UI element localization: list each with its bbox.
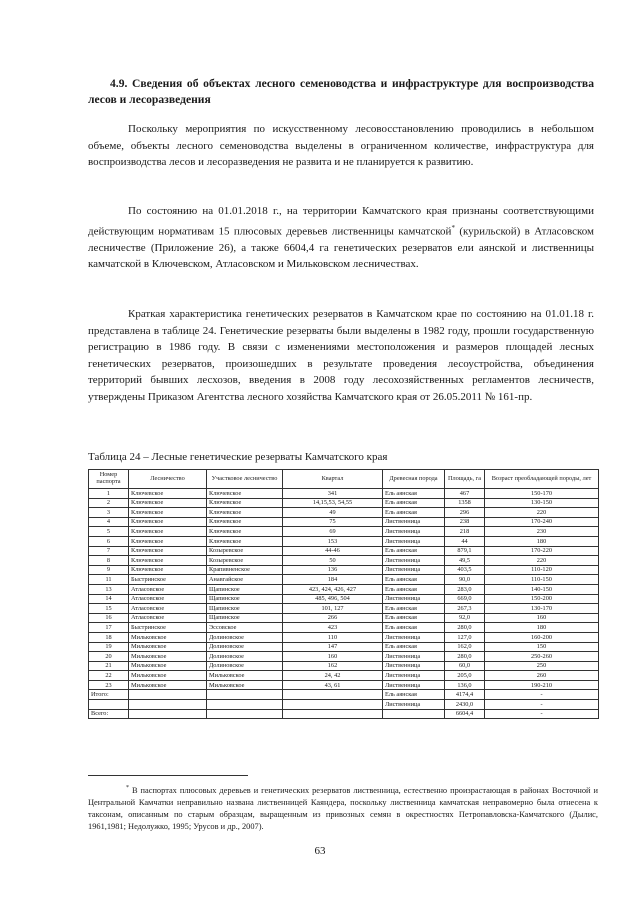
cell-passport: 18 xyxy=(89,632,129,642)
cell-forestry: Мильковское xyxy=(129,680,207,690)
cell-district: Ключевское xyxy=(207,527,283,537)
cell-passport: 1 xyxy=(89,489,129,499)
cell-area: 136,0 xyxy=(445,680,485,690)
footnote-divider xyxy=(88,775,248,776)
cell-district: Крапивненское xyxy=(207,565,283,575)
empty-cell xyxy=(283,700,383,710)
footnote-text: В паспортах плюсовых деревьев и генетических резерватов лиственница, естественно произрастающая в районах Восточной и Центральной Камчатки неправильно названа лиственницей Каяндера, поскольку лиственница камчатская неправомерно была отнесена к таксонам, описанным по старым образцам, выращенным из привозных семян в окрестностях Петропавловска-Камчатского (Дылис, 1961,1981; Недолужко, 1995; Урусов и др., 2007). xyxy=(88,785,598,831)
grand-total-age: - xyxy=(485,709,599,719)
table-row xyxy=(89,642,599,652)
table-caption: Таблица 24 – Лесные генетические резерваты Камчатского края xyxy=(88,451,388,463)
paragraph-1: Поскольку мероприятия по искусственному лесовосстановлению проводились в небольшом объеме, объекты лесного семеноводства выделены в ограниченном количестве, инфраструктура для воспроизводства лесов и лесоразведения не развита и не планируется к развитию. xyxy=(88,123,594,169)
table-row xyxy=(89,604,599,614)
table-row xyxy=(89,536,599,546)
genetic-reserves-table xyxy=(88,469,599,719)
cell-area: 669,0 xyxy=(445,594,485,604)
header-district: Участковое лесничество xyxy=(207,470,283,489)
cell-quarter: 162 xyxy=(283,661,383,671)
cell-district: Долиновское xyxy=(207,642,283,652)
cell-species: Ель аянская xyxy=(383,642,445,652)
cell-species: Лиственница xyxy=(383,652,445,662)
cell-forestry: Ключевское xyxy=(129,565,207,575)
empty-cell xyxy=(207,700,283,710)
cell-forestry: Мильковское xyxy=(129,642,207,652)
cell-age: 150-170 xyxy=(485,489,599,499)
cell-age: 130-170 xyxy=(485,604,599,614)
header-forestry: Лесничество xyxy=(129,470,207,489)
cell-age: 190-210 xyxy=(485,680,599,690)
cell-species: Лиственница xyxy=(383,527,445,537)
paragraph-2-text-b: (курильской) в Атласовском лесничестве (Приложение 26), а также 6604,4 га генетических резерватов ели аянской и лиственницы камчатской в Ключевском, Атласовском и Мильковском лесничествах. xyxy=(88,225,595,271)
cell-age: - xyxy=(485,690,599,700)
header-area: Площадь, га xyxy=(445,470,485,489)
table-row xyxy=(89,613,599,623)
cell-quarter: 24, 42 xyxy=(283,671,383,681)
cell-quarter: 184 xyxy=(283,575,383,585)
cell-age: 180 xyxy=(485,623,599,633)
cell-species: Лиственница xyxy=(383,536,445,546)
cell-passport: 13 xyxy=(89,584,129,594)
cell-area: 90,0 xyxy=(445,575,485,585)
cell-age: 140-150 xyxy=(485,584,599,594)
grand-total-row xyxy=(89,709,599,719)
cell-passport: 9 xyxy=(89,565,129,575)
table-row xyxy=(89,680,599,690)
cell-forestry: Ключевское xyxy=(129,536,207,546)
cell-quarter: 147 xyxy=(283,642,383,652)
table-row xyxy=(89,575,599,585)
cell-quarter: 75 xyxy=(283,517,383,527)
table-row xyxy=(89,546,599,556)
cell-species: Лиственница xyxy=(383,680,445,690)
cell-district: Анавгайское xyxy=(207,575,283,585)
cell-forestry: Быстринское xyxy=(129,623,207,633)
cell-age: 170-220 xyxy=(485,546,599,556)
cell-forestry: Ключевское xyxy=(129,508,207,518)
cell-species: Ель аянская xyxy=(383,623,445,633)
cell-quarter: 69 xyxy=(283,527,383,537)
cell-age: 220 xyxy=(485,508,599,518)
cell-forestry: Атласовское xyxy=(129,604,207,614)
footnote-marker: * xyxy=(126,785,129,791)
empty-cell xyxy=(129,690,207,700)
cell-age: 220 xyxy=(485,556,599,566)
cell-age: 160 xyxy=(485,613,599,623)
cell-forestry: Атласовское xyxy=(129,584,207,594)
cell-age: 260 xyxy=(485,671,599,681)
cell-species: Лиственница xyxy=(383,556,445,566)
cell-quarter: 136 xyxy=(283,565,383,575)
cell-area: 467 xyxy=(445,489,485,499)
cell-passport: 5 xyxy=(89,527,129,537)
cell-forestry: Мильковское xyxy=(129,652,207,662)
cell-species: Ель аянская xyxy=(383,498,445,508)
cell-area: 4174,4 xyxy=(445,690,485,700)
paragraph-2-text-a: По состоянию на 01.01.2018 г., на территории Камчатского края признаны соответствующими действующим нормативам 15 плюсовых деревьев лиственницы камчатской xyxy=(88,205,594,238)
cell-passport: 19 xyxy=(89,642,129,652)
cell-district: Ключевское xyxy=(207,508,283,518)
cell-age: 160-200 xyxy=(485,632,599,642)
empty-cell xyxy=(283,690,383,700)
cell-species: Лиственница xyxy=(383,565,445,575)
paragraph-2 xyxy=(88,203,594,273)
cell-species: Ель аянская xyxy=(383,489,445,499)
cell-passport: 3 xyxy=(89,508,129,518)
empty-cell xyxy=(207,690,283,700)
cell-passport: 17 xyxy=(89,623,129,633)
cell-species: Ель аянская xyxy=(383,575,445,585)
cell-species: Лиственница xyxy=(383,661,445,671)
empty-cell xyxy=(129,700,207,710)
paragraph-3: Краткая характеристика генетических резерватов в Камчатском крае по состоянию на 01.01.18 г. представлена в таблице 24. Генетические резерваты были выделены в 1982 году, прошли государственную регистрацию в 1986 году. В связи с изменениями местоположения и размеров площадей лесных генетических резерватов, произошедших в результате проведения лесоустройства, объединения территорий бывших лесхозов, введения в 2008 году лесохозяйственных регламентов лесничеств, утверждены Приказом Агентства лесного хозяйства Камчатского края от 26.05.2011 № 161-пр. xyxy=(88,308,594,403)
cell-age: 150-200 xyxy=(485,594,599,604)
cell-species: Лиственница xyxy=(383,632,445,642)
cell-passport: 14 xyxy=(89,594,129,604)
cell-age: 180 xyxy=(485,536,599,546)
header-passport: Номер паспорта xyxy=(89,470,129,489)
cell-forestry: Быстринское xyxy=(129,575,207,585)
cell-quarter: 110 xyxy=(283,632,383,642)
footnote-reference: * xyxy=(451,223,455,232)
cell-district: Долиновское xyxy=(207,652,283,662)
grand-total-label: Всего: xyxy=(89,709,129,719)
totals-row xyxy=(89,690,599,700)
totals-label: Итого: xyxy=(89,690,129,700)
cell-area: 162,0 xyxy=(445,642,485,652)
cell-species: Ель аянская xyxy=(383,546,445,556)
header-age: Возраст преобладающей породы, лет xyxy=(485,470,599,489)
cell-quarter: 423, 424, 426, 427 xyxy=(283,584,383,594)
cell-passport: 7 xyxy=(89,546,129,556)
cell-passport: 6 xyxy=(89,536,129,546)
cell-area: 283,0 xyxy=(445,584,485,594)
table-row xyxy=(89,594,599,604)
cell-area: 267,3 xyxy=(445,604,485,614)
cell-district: Козыревское xyxy=(207,556,283,566)
cell-passport: 15 xyxy=(89,604,129,614)
cell-area: 49,5 xyxy=(445,556,485,566)
cell-district: Долиновское xyxy=(207,661,283,671)
cell-quarter: 266 xyxy=(283,613,383,623)
cell-age: 250-260 xyxy=(485,652,599,662)
cell-quarter: 49 xyxy=(283,508,383,518)
cell-district: Эссовское xyxy=(207,623,283,633)
empty-cell xyxy=(207,709,283,719)
cell-quarter: 14,15,53, 54,55 xyxy=(283,498,383,508)
cell-passport: 22 xyxy=(89,671,129,681)
cell-area: 2430,0 xyxy=(445,700,485,710)
cell-forestry: Мильковское xyxy=(129,632,207,642)
cell-district: Щапинское xyxy=(207,604,283,614)
table-row xyxy=(89,498,599,508)
cell-age: 230 xyxy=(485,527,599,537)
table-row xyxy=(89,632,599,642)
cell-area: 127,0 xyxy=(445,632,485,642)
cell-species: Ель аянская xyxy=(383,584,445,594)
empty-cell xyxy=(383,709,445,719)
section-heading: 4.9. Сведения об объектах лесного семеноводства и инфраструктуре для воспроизводства лесов и лесоразведения xyxy=(88,77,594,106)
table-row xyxy=(89,652,599,662)
cell-quarter: 160 xyxy=(283,652,383,662)
cell-district: Щапинское xyxy=(207,584,283,594)
header-species: Древесная порода xyxy=(383,470,445,489)
cell-species: Лиственница xyxy=(383,517,445,527)
table-row xyxy=(89,623,599,633)
cell-quarter: 423 xyxy=(283,623,383,633)
table-row xyxy=(89,527,599,537)
cell-passport: 21 xyxy=(89,661,129,671)
grand-total-area: 6604,4 xyxy=(445,709,485,719)
cell-district: Ключевское xyxy=(207,498,283,508)
cell-quarter: 43, 61 xyxy=(283,680,383,690)
cell-area: 205,0 xyxy=(445,671,485,681)
cell-forestry: Ключевское xyxy=(129,489,207,499)
empty-cell xyxy=(129,709,207,719)
cell-area: 879,1 xyxy=(445,546,485,556)
totals-label xyxy=(89,700,129,710)
cell-species: Ель аянская xyxy=(383,613,445,623)
cell-passport: 16 xyxy=(89,613,129,623)
cell-quarter: 50 xyxy=(283,556,383,566)
table-row xyxy=(89,508,599,518)
cell-area: 60,0 xyxy=(445,661,485,671)
cell-area: 92,0 xyxy=(445,613,485,623)
cell-area: 1358 xyxy=(445,498,485,508)
cell-quarter: 485, 496, 504 xyxy=(283,594,383,604)
cell-forestry: Атласовское xyxy=(129,594,207,604)
cell-district: Козыревское xyxy=(207,546,283,556)
page-number: 63 xyxy=(314,845,326,857)
cell-district: Ключевское xyxy=(207,489,283,499)
cell-district: Ключевское xyxy=(207,536,283,546)
table-header-row xyxy=(89,470,599,489)
cell-forestry: Ключевское xyxy=(129,527,207,537)
footnote xyxy=(88,782,598,833)
table-row xyxy=(89,671,599,681)
cell-district: Щапинское xyxy=(207,594,283,604)
cell-age: 110-120 xyxy=(485,565,599,575)
cell-forestry: Ключевское xyxy=(129,517,207,527)
cell-area: 238 xyxy=(445,517,485,527)
cell-age: 170-240 xyxy=(485,517,599,527)
cell-area: 280,0 xyxy=(445,652,485,662)
cell-species: Ель аянская xyxy=(383,508,445,518)
cell-species: Лиственница xyxy=(383,671,445,681)
cell-species: Ель аянская xyxy=(383,690,445,700)
cell-passport: 23 xyxy=(89,680,129,690)
table-row xyxy=(89,661,599,671)
cell-area: 218 xyxy=(445,527,485,537)
table-row xyxy=(89,517,599,527)
cell-forestry: Мильковское xyxy=(129,671,207,681)
cell-species: Ель аянская xyxy=(383,604,445,614)
cell-age: 130-150 xyxy=(485,498,599,508)
cell-area: 44 xyxy=(445,536,485,546)
cell-forestry: Атласовское xyxy=(129,613,207,623)
table-row xyxy=(89,556,599,566)
cell-age: 250 xyxy=(485,661,599,671)
cell-quarter: 101, 127 xyxy=(283,604,383,614)
table-row xyxy=(89,565,599,575)
cell-forestry: Ключевское xyxy=(129,556,207,566)
cell-passport: 20 xyxy=(89,652,129,662)
cell-age: 150 xyxy=(485,642,599,652)
cell-age: 110-150 xyxy=(485,575,599,585)
cell-age: - xyxy=(485,700,599,710)
cell-forestry: Ключевское xyxy=(129,498,207,508)
totals-row xyxy=(89,700,599,710)
cell-district: Мильковское xyxy=(207,671,283,681)
cell-district: Щапинское xyxy=(207,613,283,623)
cell-district: Мильковское xyxy=(207,680,283,690)
cell-species: Лиственница xyxy=(383,700,445,710)
table-row xyxy=(89,489,599,499)
cell-area: 296 xyxy=(445,508,485,518)
cell-passport: 4 xyxy=(89,517,129,527)
cell-passport: 2 xyxy=(89,498,129,508)
cell-district: Ключевское xyxy=(207,517,283,527)
empty-cell xyxy=(283,709,383,719)
cell-passport: 8 xyxy=(89,556,129,566)
cell-quarter: 341 xyxy=(283,489,383,499)
cell-forestry: Мильковское xyxy=(129,661,207,671)
cell-area: 403,5 xyxy=(445,565,485,575)
cell-forestry: Ключевское xyxy=(129,546,207,556)
header-quarter: Квартал xyxy=(283,470,383,489)
cell-area: 280,0 xyxy=(445,623,485,633)
cell-quarter: 153 xyxy=(283,536,383,546)
cell-passport: 11 xyxy=(89,575,129,585)
cell-species: Лиственница xyxy=(383,594,445,604)
cell-quarter: 44-46 xyxy=(283,546,383,556)
table-row xyxy=(89,584,599,594)
cell-district: Долиновское xyxy=(207,632,283,642)
